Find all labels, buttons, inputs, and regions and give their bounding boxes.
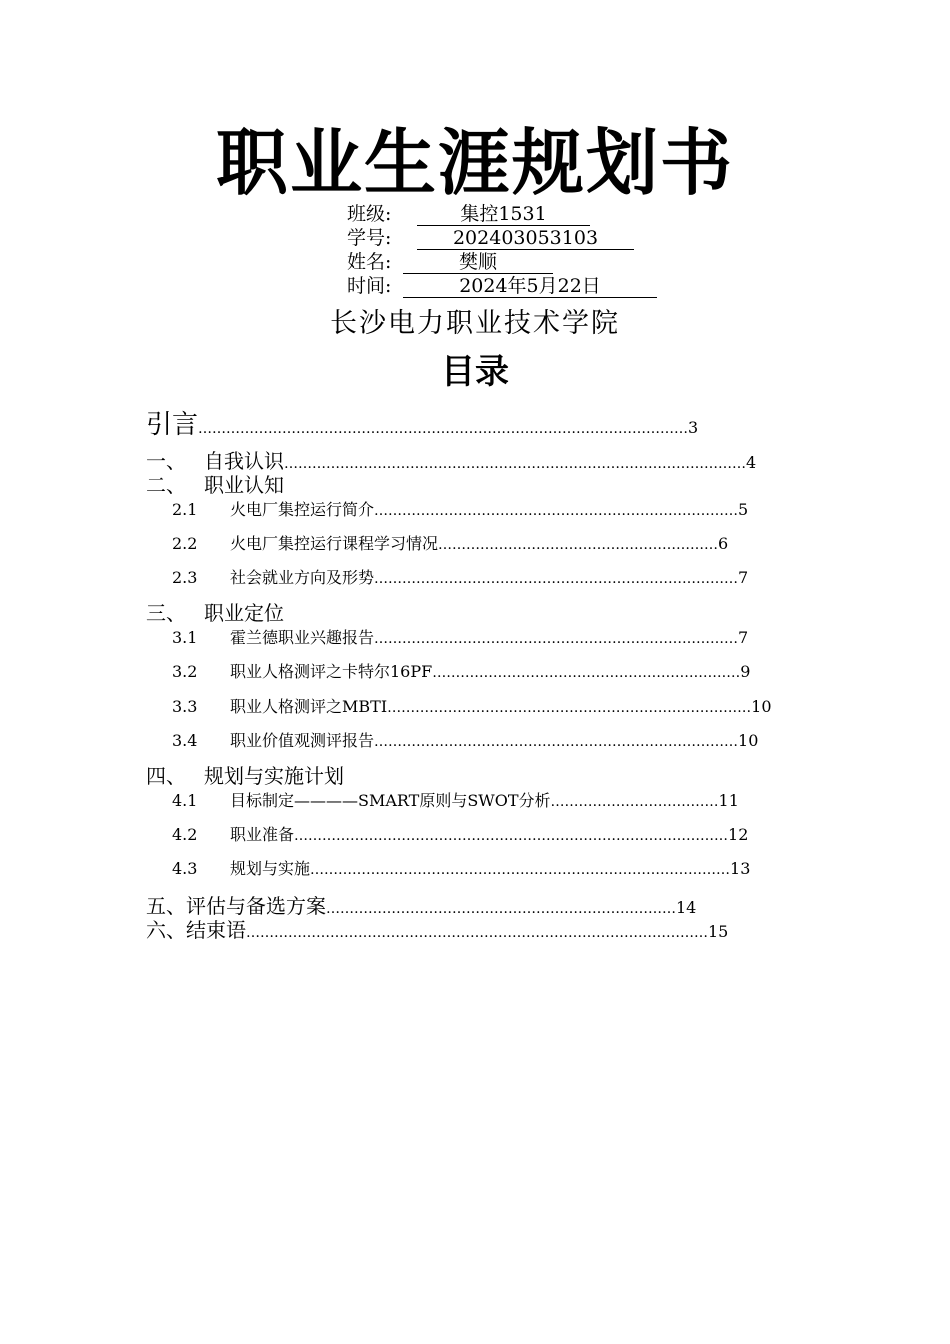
toc-entry-label: 目标制定————SMART原则与SWOT分析 bbox=[230, 791, 551, 810]
toc-entry-label: 规划与实施 bbox=[230, 859, 311, 878]
toc-entry-page: 3 bbox=[688, 418, 699, 437]
name-label: 姓名: bbox=[347, 251, 392, 273]
toc-entry-leader: …………………………………………………………………… bbox=[374, 571, 739, 587]
toc-entry[interactable] bbox=[172, 699, 772, 715]
toc-entry-leader: ……………………………… bbox=[550, 794, 719, 810]
toc-entry-leader: …………………………………………………… bbox=[438, 537, 719, 553]
toc-entry-label: 引言 bbox=[146, 410, 199, 440]
toc-entry-leader: ………………………………………………………………… bbox=[326, 901, 676, 917]
toc-entry-label: 火电厂集控运行简介 bbox=[230, 500, 375, 519]
toc-entry-page: 9 bbox=[740, 662, 751, 681]
toc-entry-leader: ………………………………………………………………………………… bbox=[294, 828, 729, 844]
toc-entry-page: 11 bbox=[718, 791, 739, 810]
toc-entry-label: 社会就业方向及形势 bbox=[230, 568, 375, 587]
class-row bbox=[347, 202, 607, 226]
name-row bbox=[347, 250, 567, 274]
toc-entry-label: 自我认识 bbox=[204, 449, 284, 473]
toc-entry-number: 2.3 bbox=[172, 568, 198, 587]
toc-entry-page: 14 bbox=[676, 898, 697, 917]
class-value: 集控1531 bbox=[417, 202, 590, 226]
toc-entry[interactable] bbox=[146, 920, 728, 940]
toc-entry-leader: …………………………………………………………………… bbox=[374, 734, 739, 750]
toc-entry[interactable] bbox=[172, 861, 750, 877]
toc-entry-leader: …………………………………………………………………… bbox=[387, 700, 752, 716]
toc-entry-page: 7 bbox=[738, 568, 749, 587]
toc-entry-label: 结束语 bbox=[186, 918, 246, 942]
toc-entry-label: 职业价值观测评报告 bbox=[230, 731, 375, 750]
toc-entry[interactable] bbox=[172, 827, 748, 843]
toc-entry[interactable] bbox=[172, 502, 748, 518]
toc-entry-page: 10 bbox=[751, 697, 772, 716]
toc-entry[interactable] bbox=[172, 630, 748, 646]
toc-entry-number: 六、 bbox=[146, 918, 186, 942]
toc-entry-page: 12 bbox=[728, 825, 749, 844]
toc-entry-page: 10 bbox=[738, 731, 759, 750]
id-label: 学号: bbox=[347, 227, 392, 249]
toc-entry-label: 职业准备 bbox=[230, 825, 295, 844]
toc-entry-number: 2.1 bbox=[172, 500, 198, 519]
toc-entry-number: 五、 bbox=[146, 894, 186, 918]
toc-entry-number: 二、 bbox=[146, 473, 186, 497]
id-value: 202403053103 bbox=[417, 226, 634, 250]
toc-entry-number: 四、 bbox=[146, 764, 186, 788]
school-name: 长沙电力职业技术学院 bbox=[330, 308, 620, 339]
toc-entry-number: 3.3 bbox=[172, 697, 198, 716]
toc-entry-leader: …………………………………………………………………… bbox=[374, 631, 739, 647]
document-title: 职业生涯规划书 bbox=[215, 121, 734, 205]
toc-entry-number: 2.2 bbox=[172, 534, 198, 553]
toc-entry[interactable] bbox=[172, 793, 739, 809]
toc-entry[interactable] bbox=[146, 412, 698, 438]
toc-entry-leader: …………………………………………………………………………………………… bbox=[198, 421, 689, 437]
toc-entry[interactable] bbox=[172, 664, 750, 680]
toc-entry-number: 4.3 bbox=[172, 859, 198, 878]
toc-entry-page: 15 bbox=[708, 922, 729, 941]
toc-entry-leader: ……………………………………………………………………………………… bbox=[246, 925, 708, 941]
toc-entry-label: 评估与备选方案 bbox=[186, 894, 326, 918]
toc-entry-page: 13 bbox=[730, 859, 751, 878]
toc-entry[interactable] bbox=[172, 536, 728, 552]
toc-entry-number: 3.4 bbox=[172, 731, 198, 750]
toc-entry-page: 7 bbox=[738, 628, 749, 647]
toc-entry-number: 3.2 bbox=[172, 662, 198, 681]
toc-entry-number: 三、 bbox=[146, 601, 186, 625]
toc-entry-leader: ………………………………………………………… bbox=[432, 665, 741, 681]
toc-entry[interactable] bbox=[146, 766, 344, 786]
toc-entry-leader: ……………………………………………………………………………………… bbox=[284, 456, 746, 472]
toc-entry[interactable] bbox=[146, 451, 756, 471]
time-row bbox=[347, 274, 667, 298]
toc-entry-label: 职业定位 bbox=[204, 601, 284, 625]
toc-entry[interactable] bbox=[146, 475, 284, 495]
toc-entry[interactable] bbox=[172, 570, 748, 586]
toc-entry[interactable] bbox=[146, 603, 284, 623]
toc-entry-number: 4.1 bbox=[172, 791, 198, 810]
toc-entry-number: 一、 bbox=[146, 449, 186, 473]
toc-entry-page: 6 bbox=[718, 534, 729, 553]
toc-entry-number: 4.2 bbox=[172, 825, 198, 844]
toc-entry-label: 职业认知 bbox=[204, 473, 284, 497]
toc-entry[interactable] bbox=[172, 733, 758, 749]
time-value: 2024年5月22日 bbox=[403, 274, 657, 298]
toc-entry-page: 4 bbox=[746, 453, 757, 472]
toc-entry-page: 5 bbox=[738, 500, 749, 519]
toc-entry[interactable] bbox=[146, 896, 696, 916]
time-label: 时间: bbox=[347, 275, 392, 297]
toc-entry-label: 职业人格测评之MBTI bbox=[230, 697, 388, 716]
toc-entry-number: 3.1 bbox=[172, 628, 198, 647]
toc-entry-label: 霍兰德职业兴趣报告 bbox=[230, 628, 375, 647]
name-value: 樊顺 bbox=[403, 250, 553, 274]
class-label: 班级: bbox=[347, 203, 392, 225]
toc-entry-leader: …………………………………………………………………… bbox=[374, 503, 739, 519]
toc-title: 目录 bbox=[441, 352, 509, 392]
id-row bbox=[347, 226, 647, 250]
toc-entry-label: 规划与实施计划 bbox=[204, 764, 344, 788]
toc-entry-label: 火电厂集控运行课程学习情况 bbox=[230, 534, 439, 553]
toc-entry-label: 职业人格测评之卡特尔16PF bbox=[230, 662, 433, 681]
toc-entry-leader: ……………………………………………………………………………… bbox=[310, 862, 731, 878]
